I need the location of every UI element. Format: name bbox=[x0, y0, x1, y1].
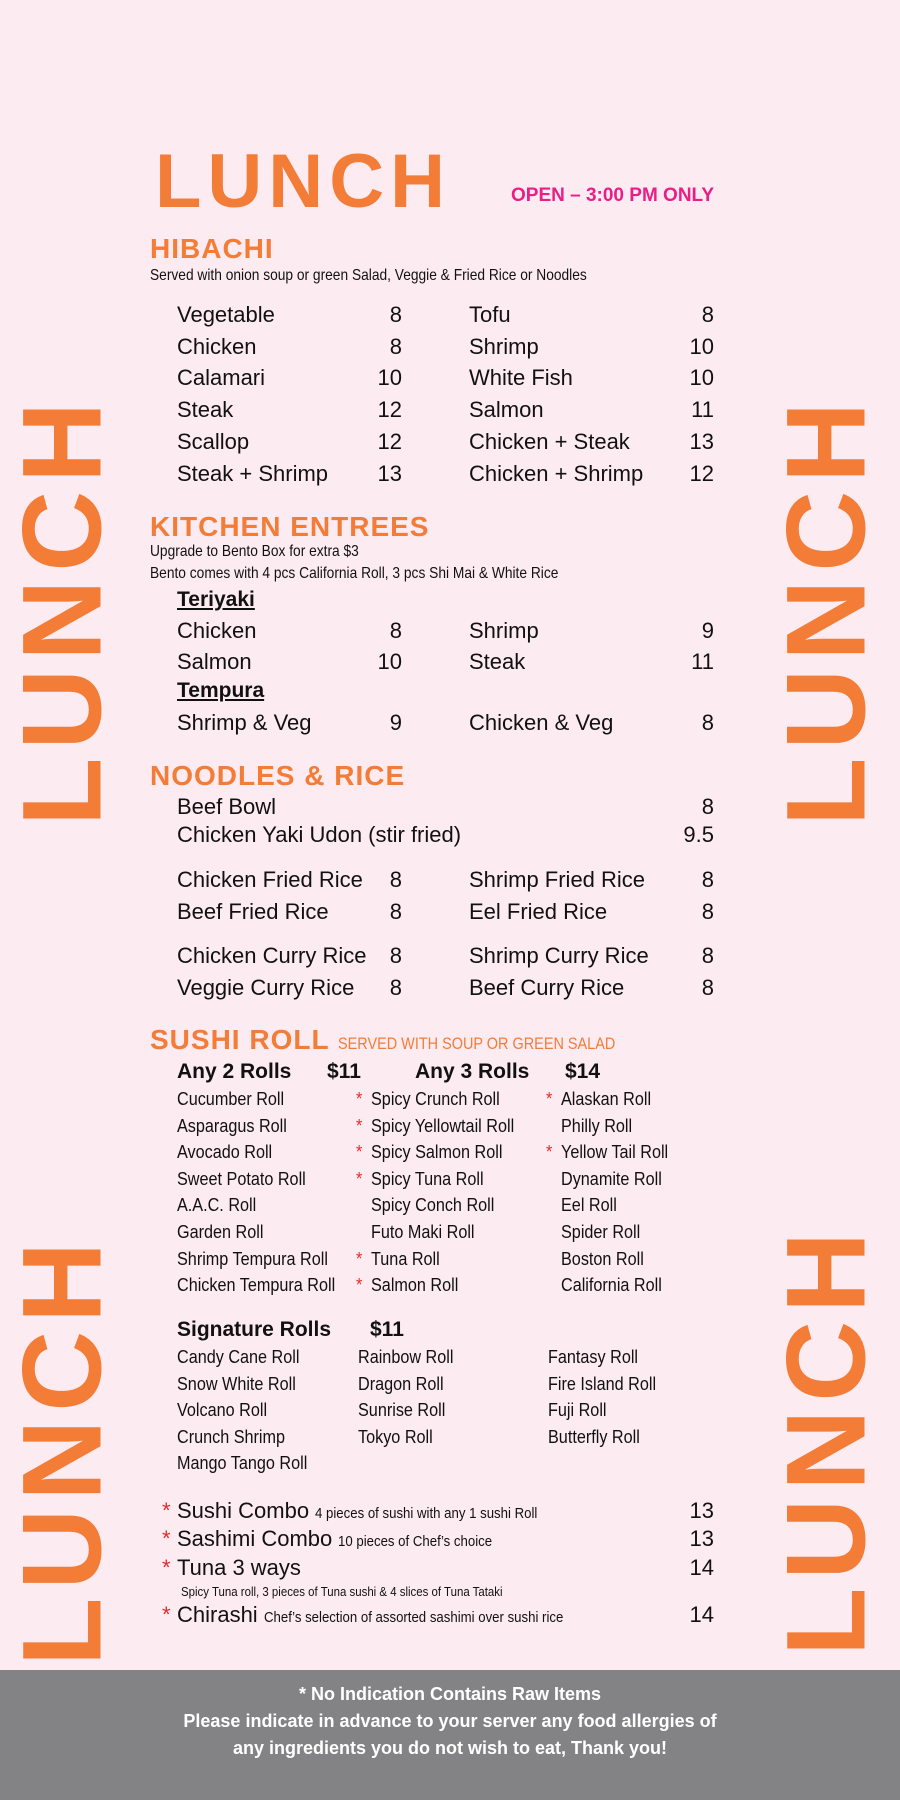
hibachi-item-price: 10 bbox=[689, 334, 714, 359]
rice-item-name: Beef Curry Rice bbox=[469, 975, 625, 1000]
side-text-left-top: LUNCH bbox=[0, 394, 125, 826]
combo-description: 4 pieces of sushi with any 1 sushi Roll bbox=[315, 1505, 538, 1522]
rice-item-price: 8 bbox=[389, 943, 402, 968]
allergy-note-line1: Please indicate in advance to your server any food allergies of bbox=[183, 1711, 717, 1731]
raw-indicator-star: * bbox=[546, 1142, 553, 1163]
hibachi-item-name: Shrimp bbox=[469, 334, 539, 359]
tempura-item-name: Shrimp & Veg bbox=[177, 710, 312, 735]
hibachi-item-name: White Fish bbox=[469, 365, 573, 390]
rice-item-price: 8 bbox=[701, 899, 714, 924]
hibachi-item-price: 8 bbox=[389, 334, 402, 359]
raw-indicator-star: * bbox=[356, 1142, 363, 1163]
kitchen-note-upgrade: Upgrade to Bento Box for extra $3 bbox=[150, 543, 359, 560]
any2-price: $11 bbox=[327, 1060, 361, 1083]
sushi-subtitle: SERVED WITH SOUP OR GREEN SALAD bbox=[337, 1034, 616, 1053]
combo-name: Sushi Combo bbox=[177, 1498, 310, 1523]
footer-notice bbox=[0, 1670, 900, 1800]
sushi-roll-item: Spicy Conch Roll bbox=[371, 1195, 495, 1216]
hibachi-item-name: Steak bbox=[177, 397, 234, 422]
hours-note: OPEN – 3:00 PM ONLY bbox=[511, 185, 715, 206]
sushi-roll-item: Cucumber Roll bbox=[177, 1089, 285, 1109]
combo-price: 14 bbox=[689, 1602, 714, 1627]
sushi-title: SUSHI ROLL bbox=[150, 1024, 330, 1055]
signature-roll-item: Volcano Roll bbox=[177, 1400, 268, 1421]
rice-item-price: 8 bbox=[389, 867, 402, 892]
rice-item-name: Chicken Curry Rice bbox=[177, 943, 367, 968]
sushi-roll-item: Sweet Potato Roll bbox=[177, 1168, 306, 1189]
hibachi-item-name: Steak + Shrimp bbox=[177, 461, 329, 486]
raw-indicator-star: * bbox=[162, 1555, 171, 1580]
signature-roll-item: Dragon Roll bbox=[358, 1373, 444, 1394]
sushi-roll-item: Boston Roll bbox=[561, 1248, 644, 1269]
sushi-roll-item: Spicy Yellowtail Roll bbox=[371, 1115, 515, 1136]
combo-item bbox=[177, 1602, 604, 1628]
teriyaki-item-price: 10 bbox=[377, 649, 402, 674]
hibachi-item-name: Calamari bbox=[177, 365, 266, 390]
rice-item-name: Chicken Fried Rice bbox=[177, 867, 363, 892]
hibachi-item-price: 11 bbox=[691, 397, 714, 422]
hibachi-item-price: 13 bbox=[377, 461, 402, 486]
signature-roll-item: Fantasy Roll bbox=[548, 1347, 639, 1367]
hibachi-item-price: 8 bbox=[701, 302, 714, 327]
combo-note: Spicy Tuna roll, 3 pieces of Tuna sushi & 4 slices of Tuna Tataki bbox=[181, 1584, 503, 1599]
signature-roll-item: Crunch Shrimp bbox=[177, 1426, 286, 1447]
combo-price: 13 bbox=[689, 1526, 714, 1551]
hibachi-item-name: Tofu bbox=[469, 302, 511, 327]
hibachi-item-price: 12 bbox=[377, 397, 402, 422]
teriyaki-item-name: Steak bbox=[469, 649, 526, 674]
any3-price: $14 bbox=[565, 1060, 601, 1083]
signature-roll-item: Mango Tango Roll bbox=[177, 1453, 308, 1474]
hibachi-item-name: Scallop bbox=[177, 429, 250, 454]
noodle-item-price: 9.5 bbox=[683, 822, 714, 847]
sushi-roll-item: A.A.C. Roll bbox=[177, 1195, 257, 1216]
kitchen-heading: KITCHEN ENTREES bbox=[150, 511, 430, 542]
rice-item-name: Veggie Curry Rice bbox=[177, 975, 355, 1000]
sushi-roll-item: Chicken Tempura Roll bbox=[177, 1275, 336, 1296]
hibachi-item-price: 10 bbox=[689, 365, 714, 390]
rice-item-price: 8 bbox=[701, 867, 714, 892]
sushi-roll-item: Asparagus Roll bbox=[177, 1115, 287, 1136]
hibachi-item-name: Chicken + Shrimp bbox=[469, 461, 644, 486]
any2-label: Any 2 Rolls bbox=[177, 1060, 292, 1083]
noodle-item-name: Chicken Yaki Udon (stir fried) bbox=[177, 822, 462, 847]
combo-item bbox=[177, 1526, 514, 1552]
raw-indicator-star: * bbox=[546, 1089, 553, 1109]
sushi-roll-item: Spicy Tuna Roll bbox=[371, 1168, 484, 1189]
hibachi-item-name: Vegetable bbox=[177, 302, 275, 327]
rice-item-price: 8 bbox=[701, 943, 714, 968]
sushi-roll-item: Alaskan Roll bbox=[561, 1089, 652, 1109]
signature-roll-item: Tokyo Roll bbox=[358, 1426, 433, 1447]
signature-roll-item: Snow White Roll bbox=[177, 1373, 296, 1394]
raw-items-note: * No Indication Contains Raw Items bbox=[298, 1684, 602, 1704]
signature-price: $11 bbox=[370, 1318, 404, 1341]
raw-indicator-star: * bbox=[356, 1275, 363, 1296]
hibachi-item-name: Chicken + Steak bbox=[469, 429, 630, 454]
signature-roll-item: Candy Cane Roll bbox=[177, 1347, 300, 1367]
page-title: LUNCH bbox=[155, 139, 451, 224]
sushi-roll-item: Shrimp Tempura Roll bbox=[177, 1248, 328, 1269]
hibachi-item-price: 8 bbox=[389, 302, 402, 327]
noodle-item-name: Beef Bowl bbox=[177, 794, 277, 819]
side-text-right-bottom: LUNCH bbox=[763, 1224, 889, 1656]
hibachi-item-price: 13 bbox=[689, 429, 714, 454]
hibachi-note: Served with onion soup or green Salad, Veggie & Fried Rice or Noodles bbox=[150, 267, 587, 284]
teriyaki-item-name: Chicken bbox=[177, 618, 257, 643]
combo-name: Sashimi Combo bbox=[177, 1526, 333, 1551]
signature-roll-item: Rainbow Roll bbox=[358, 1347, 454, 1367]
combo-price: 13 bbox=[689, 1498, 714, 1523]
teriyaki-item-price: 8 bbox=[389, 618, 402, 643]
signature-roll-item: Fuji Roll bbox=[548, 1400, 607, 1421]
combo-price: 14 bbox=[689, 1555, 714, 1580]
raw-indicator-star: * bbox=[356, 1115, 363, 1136]
hibachi-item-price: 12 bbox=[377, 429, 402, 454]
teriyaki-item-price: 9 bbox=[701, 618, 714, 643]
signature-roll-item: Butterfly Roll bbox=[548, 1426, 640, 1447]
sushi-roll-item: Futo Maki Roll bbox=[371, 1222, 475, 1242]
rice-item-name: Shrimp Curry Rice bbox=[469, 943, 649, 968]
tempura-item-price: 8 bbox=[701, 710, 714, 735]
signature-roll-item: Sunrise Roll bbox=[358, 1400, 446, 1421]
tempura-item-price: 9 bbox=[389, 710, 402, 735]
side-text-right-top: LUNCH bbox=[763, 394, 889, 826]
combo-item bbox=[177, 1555, 301, 1581]
combo-item bbox=[177, 1498, 568, 1524]
signature-roll-item: Fire Island Roll bbox=[548, 1373, 657, 1394]
rice-item-price: 8 bbox=[701, 975, 714, 1000]
teriyaki-label: Teriyaki bbox=[177, 588, 255, 611]
teriyaki-item-price: 11 bbox=[691, 649, 714, 674]
hibachi-item-price: 10 bbox=[377, 365, 402, 390]
raw-indicator-star: * bbox=[162, 1526, 171, 1551]
combo-description: Chef’s selection of assorted sashimi over sushi rice bbox=[263, 1609, 564, 1626]
hibachi-item-name: Chicken bbox=[177, 334, 257, 359]
sushi-roll-item: Garden Roll bbox=[177, 1222, 264, 1242]
combo-name: Tuna 3 ways bbox=[177, 1555, 301, 1580]
hibachi-item-price: 12 bbox=[689, 461, 714, 486]
any3-label: Any 3 Rolls bbox=[415, 1060, 530, 1083]
rice-item-name: Beef Fried Rice bbox=[177, 899, 329, 924]
sushi-roll-item: Tuna Roll bbox=[371, 1248, 440, 1269]
raw-indicator-star: * bbox=[162, 1602, 171, 1627]
sushi-heading bbox=[150, 1024, 664, 1056]
noodle-item-price: 8 bbox=[701, 794, 714, 819]
combo-description: 10 pieces of Chef’s choice bbox=[338, 1533, 493, 1550]
sushi-roll-item: Spicy Crunch Roll bbox=[371, 1089, 500, 1109]
hibachi-heading: HIBACHI bbox=[150, 233, 274, 264]
allergy-note-line2: any ingredients you do not wish to eat, Thank you! bbox=[232, 1738, 668, 1758]
combo-name: Chirashi bbox=[177, 1602, 258, 1627]
sushi-roll-item: Yellow Tail Roll bbox=[561, 1142, 669, 1163]
sushi-roll-item: Philly Roll bbox=[561, 1115, 633, 1136]
rice-item-name: Eel Fried Rice bbox=[469, 899, 608, 924]
kitchen-note-bento: Bento comes with 4 pcs California Roll, 3 pcs Shi Mai & White Rice bbox=[150, 565, 559, 582]
rice-item-price: 8 bbox=[389, 975, 402, 1000]
sushi-roll-item: Eel Roll bbox=[561, 1195, 617, 1216]
rice-item-price: 8 bbox=[389, 899, 402, 924]
teriyaki-item-name: Shrimp bbox=[469, 618, 539, 643]
raw-indicator-star: * bbox=[356, 1089, 363, 1109]
sushi-roll-item: Salmon Roll bbox=[371, 1275, 459, 1296]
sushi-roll-item: California Roll bbox=[561, 1275, 662, 1296]
sushi-roll-item: Dynamite Roll bbox=[561, 1168, 662, 1189]
sushi-roll-item: Spicy Salmon Roll bbox=[371, 1142, 503, 1163]
raw-indicator-star: * bbox=[356, 1248, 363, 1269]
rice-item-name: Shrimp Fried Rice bbox=[469, 867, 646, 892]
hibachi-item-name: Salmon bbox=[469, 397, 544, 422]
noodles-heading: NOODLES & RICE bbox=[150, 760, 406, 791]
raw-indicator-star: * bbox=[162, 1498, 171, 1523]
teriyaki-item-name: Salmon bbox=[177, 649, 252, 674]
raw-indicator-star: * bbox=[356, 1168, 363, 1189]
tempura-item-name: Chicken & Veg bbox=[469, 710, 614, 735]
side-text-left-bottom: LUNCH bbox=[0, 1234, 125, 1666]
tempura-label: Tempura bbox=[177, 679, 265, 702]
sushi-roll-item: Spider Roll bbox=[561, 1222, 641, 1242]
sushi-roll-item: Avocado Roll bbox=[177, 1142, 273, 1163]
signature-label: Signature Rolls bbox=[177, 1318, 332, 1341]
